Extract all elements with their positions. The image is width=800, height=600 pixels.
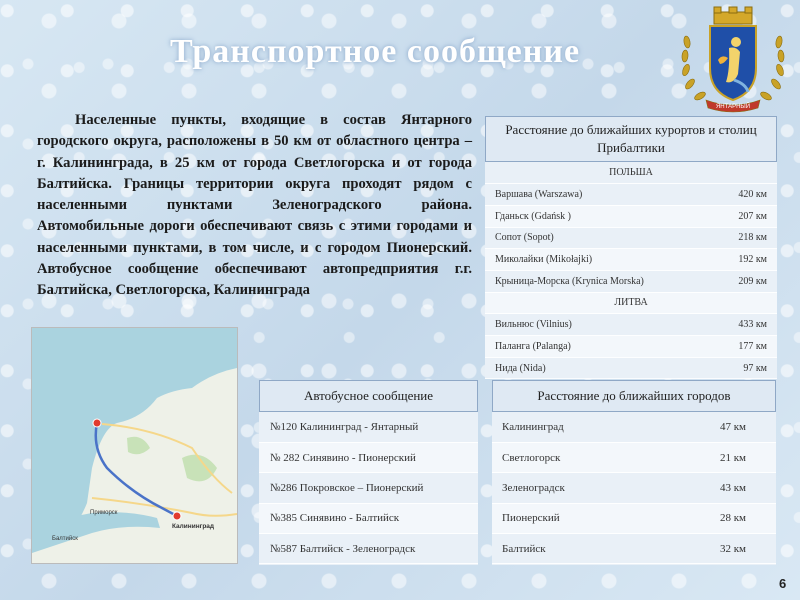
- resort-distance: 218 км: [707, 227, 777, 249]
- city-distance: 32 км: [696, 534, 776, 564]
- table-row: [492, 473, 776, 503]
- table-row: [259, 503, 478, 533]
- city-name: Зеленоградск: [492, 473, 696, 503]
- table-row: [259, 473, 478, 503]
- route-map: [31, 327, 238, 564]
- resort-distance: 433 км: [707, 314, 777, 336]
- table-row: [492, 442, 776, 472]
- resort-distance: 97 км: [707, 357, 777, 379]
- page-number: 6: [779, 576, 787, 591]
- resort-name: Крыница-Морска (Krynica Morska): [485, 270, 707, 292]
- table-row: [492, 503, 776, 533]
- table-row: [492, 534, 776, 564]
- table-row: [485, 205, 777, 227]
- table-row: [485, 357, 777, 379]
- resort-name: Гданьск (Gdańsk ): [485, 205, 707, 227]
- city-name: Светлогорск: [492, 442, 696, 472]
- crest-banner: ЯНТАРНЫЙ: [715, 104, 751, 110]
- table-row: [485, 227, 777, 249]
- resorts-distance-table: [485, 116, 777, 378]
- cities-table-header: Расстояние до ближайших городов: [492, 380, 776, 412]
- table-row: [259, 412, 478, 442]
- group-heading-lithuania: ЛИТВА: [485, 292, 777, 314]
- bus-route: №587 Балтийск - Зеленоградск: [259, 534, 478, 564]
- city-name: Пионерский: [492, 503, 696, 533]
- table-row: [259, 442, 478, 472]
- resort-name: Миколайки (Mikołajki): [485, 249, 707, 271]
- resort-name: Сопот (Sopot): [485, 227, 707, 249]
- bus-route: №120 Калининград - Янтарный: [259, 412, 478, 442]
- table-row: [485, 270, 777, 292]
- bus-table-header: Автобусное сообщение: [259, 380, 478, 412]
- table-row: [485, 249, 777, 271]
- table-row: [492, 412, 776, 442]
- page-title: Транспортное сообщение: [169, 33, 581, 70]
- city-distance: 28 км: [696, 503, 776, 533]
- coat-of-arms-icon: [674, 4, 792, 114]
- map-label-baltiysk: Балтийск: [52, 536, 78, 542]
- group-heading-poland: ПОЛЬША: [485, 162, 777, 184]
- resort-distance: 207 км: [707, 205, 777, 227]
- resort-name: Нида (Nida): [485, 357, 707, 379]
- map-label-kaliningrad: Калининград: [172, 523, 215, 530]
- resort-name: Варшава (Warszawa): [485, 184, 707, 206]
- resort-distance: 192 км: [707, 249, 777, 271]
- resort-distance: 420 км: [707, 184, 777, 206]
- cities-distance-table: [492, 380, 776, 565]
- table-row: [259, 534, 478, 564]
- resort-name: Паланга (Palanga): [485, 336, 707, 358]
- city-distance: 43 км: [696, 473, 776, 503]
- bus-route: №385 Синявино - Балтийск: [259, 503, 478, 533]
- table-row: [485, 184, 777, 206]
- table-row: [485, 336, 777, 358]
- resort-name: Вильнюс (Vilnius): [485, 314, 707, 336]
- city-name: Балтийск: [492, 534, 696, 564]
- city-name: Калининград: [492, 412, 696, 442]
- intro-paragraph: Населенные пункты, входящие в состав Янтарного городского округа, расположены в 50 км от областного центра – г. Калининграда, в 25 км от города Светлогорска и от города Балтийска. Границы территории округа проходят рядом с населенными пунктами Зеленоградского района. Автомобильные дороги обеспечивают связь с этими городами и населенными пунктами, в том числе, и с городом Пионерский. Автобусное сообщение обеспечивают автопредприятия г.г. Балтийска, Светлогорска, Калининграда: [37, 112, 472, 299]
- city-distance: 21 км: [696, 442, 776, 472]
- resort-distance: 177 км: [707, 336, 777, 358]
- table-row: [485, 314, 777, 336]
- bus-route: № 282 Синявино - Пионерский: [259, 442, 478, 472]
- bus-route: №286 Покровское – Пионерский: [259, 473, 478, 503]
- resorts-table-header: Расстояние до ближайших курортов и столиц Прибалтики: [485, 116, 777, 162]
- bus-routes-table: [259, 380, 478, 565]
- map-label-primorsk: Приморск: [90, 510, 118, 516]
- resort-distance: 209 км: [707, 270, 777, 292]
- city-distance: 47 км: [696, 412, 776, 442]
